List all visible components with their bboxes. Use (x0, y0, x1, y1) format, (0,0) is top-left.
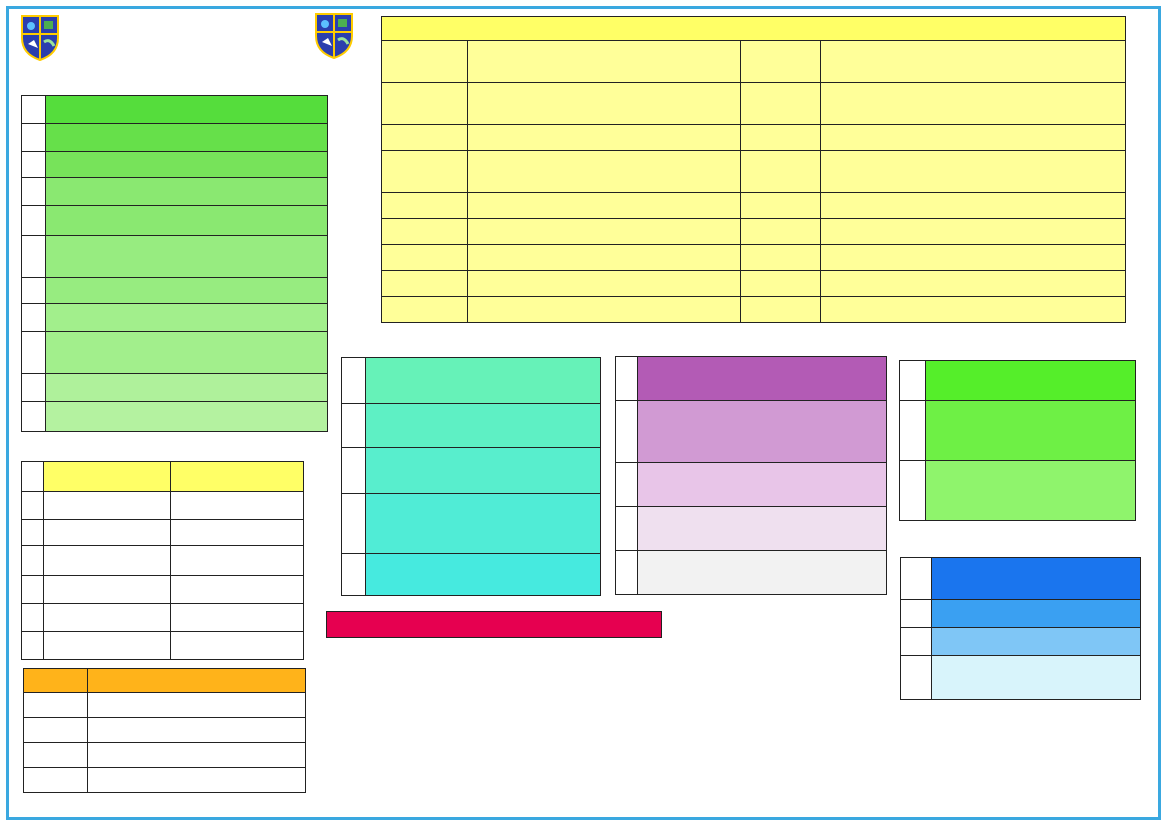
land-use-term (24, 693, 88, 718)
row-number (22, 152, 46, 178)
vocabulary-row (382, 245, 1126, 271)
vocabulary-term (382, 125, 468, 151)
vocabulary-definition (821, 219, 1126, 245)
hunstanton-fact-row (22, 304, 328, 332)
human-physical-row (22, 546, 304, 576)
row-number (22, 332, 46, 374)
vocabulary-term (382, 219, 468, 245)
hunstanton-fact-row (22, 96, 328, 124)
vocabulary-term (741, 151, 821, 193)
vocabulary-row (382, 271, 1126, 297)
property-row (342, 554, 601, 596)
vocabulary-term (741, 245, 821, 271)
row-text (638, 551, 887, 595)
row-number (22, 304, 46, 332)
row-text (932, 656, 1141, 700)
hunstanton-fact-row (22, 402, 328, 432)
vocabulary-term (741, 41, 821, 83)
hunstanton-facts-table (21, 95, 328, 432)
row-text (366, 494, 601, 554)
row-number (616, 507, 638, 551)
land-use-term (24, 743, 88, 768)
vocabulary-table (381, 16, 1126, 323)
row-number (22, 520, 44, 546)
row-number (22, 402, 46, 432)
row-number (22, 546, 44, 576)
hunstanton-fact-row (22, 236, 328, 278)
row-number (616, 463, 638, 507)
row-number (901, 628, 932, 656)
row-number (22, 374, 46, 402)
human-physical-row (22, 520, 304, 546)
irreversible-row (901, 628, 1141, 656)
hunstanton-fact-row (22, 178, 328, 206)
vocabulary-definition (821, 125, 1126, 151)
row-text (926, 401, 1136, 461)
row-number (22, 96, 46, 124)
hunstanton-fact-row (22, 278, 328, 304)
human-feature (44, 492, 171, 520)
land-use-row (24, 768, 306, 793)
vocabulary-row (382, 125, 1126, 151)
row-number (22, 236, 46, 278)
irreversible-row (901, 558, 1141, 600)
vocabulary-header (382, 17, 1126, 41)
property-row (342, 494, 601, 554)
human-feature (44, 576, 171, 604)
dissolving-row (616, 551, 887, 595)
dissolving-row (616, 507, 887, 551)
dissolving-row (616, 401, 887, 463)
row-number (22, 278, 46, 304)
human-physical-table (21, 461, 304, 660)
vocabulary-term (741, 271, 821, 297)
row-number (900, 461, 926, 521)
vocabulary-row (382, 297, 1126, 323)
physical-feature (171, 520, 304, 546)
physical-feature (171, 546, 304, 576)
reversible-table (899, 360, 1136, 521)
irreversible-row (901, 656, 1141, 700)
row-number (22, 124, 46, 152)
row-text (46, 124, 328, 152)
vocabulary-definition (821, 83, 1126, 125)
row-number (342, 404, 366, 448)
row-number (22, 604, 44, 632)
row-text (46, 278, 328, 304)
human-feature (44, 632, 171, 660)
row-number (901, 600, 932, 628)
vocabulary-definition (468, 125, 741, 151)
row-text (366, 448, 601, 494)
land-use-definition (88, 693, 306, 718)
vocabulary-term (382, 271, 468, 297)
land-use-definition (88, 768, 306, 793)
school-crest-icon (314, 12, 354, 60)
dissolving-row (616, 463, 887, 507)
vocabulary-term (741, 193, 821, 219)
vocabulary-definition (468, 83, 741, 125)
land-use-term (24, 718, 88, 743)
row-number (342, 554, 366, 596)
row-number (22, 632, 44, 660)
row-number (900, 361, 926, 401)
vocabulary-row (382, 193, 1126, 219)
vocabulary-row (382, 219, 1126, 245)
row-text (638, 463, 887, 507)
vocabulary-definition (468, 297, 741, 323)
vocabulary-row (382, 83, 1126, 125)
table-corner-cell (22, 462, 44, 492)
row-number (22, 206, 46, 236)
row-number (901, 558, 932, 600)
land-use-row (24, 743, 306, 768)
vocabulary-row (382, 41, 1126, 83)
human-feature (44, 520, 171, 546)
property-row (342, 448, 601, 494)
irreversible-table (900, 557, 1141, 700)
dissolving-table (615, 356, 887, 595)
vocabulary-definition (821, 297, 1126, 323)
property-row (342, 358, 601, 404)
vocabulary-row (382, 151, 1126, 193)
row-text (46, 374, 328, 402)
physical-feature (171, 632, 304, 660)
vocabulary-term (382, 297, 468, 323)
row-text (638, 401, 887, 463)
vocabulary-definition (821, 41, 1126, 83)
vocabulary-definition (468, 151, 741, 193)
row-text (932, 558, 1141, 600)
row-number (22, 178, 46, 206)
human-feature (44, 546, 171, 576)
vocabulary-definition (468, 271, 741, 297)
row-number (342, 358, 366, 404)
vocabulary-term (382, 41, 468, 83)
fun-facts-header (327, 612, 662, 638)
vocabulary-term (382, 83, 468, 125)
row-text (366, 404, 601, 448)
row-text (932, 628, 1141, 656)
row-text (926, 461, 1136, 521)
human-physical-row (22, 632, 304, 660)
row-text (638, 357, 887, 401)
hunstanton-fact-row (22, 374, 328, 402)
land-use-definition (88, 743, 306, 768)
reversible-row (900, 361, 1136, 401)
vocabulary-definition (468, 245, 741, 271)
human-feature (44, 604, 171, 632)
human-physical-row (22, 604, 304, 632)
land-use-term (24, 768, 88, 793)
land-use-header (24, 669, 88, 693)
row-number (342, 448, 366, 494)
row-number (616, 357, 638, 401)
hunstanton-fact-row (22, 332, 328, 374)
row-number (22, 492, 44, 520)
vocabulary-definition (821, 193, 1126, 219)
column-header-human (44, 462, 171, 492)
vocabulary-term (741, 125, 821, 151)
vocabulary-term (741, 83, 821, 125)
vocabulary-definition (468, 193, 741, 219)
school-crest-icon (20, 14, 60, 62)
land-use-header-blank (88, 669, 306, 693)
hunstanton-fact-row (22, 152, 328, 178)
dissolving-row (616, 357, 887, 401)
row-text (46, 304, 328, 332)
row-number (616, 551, 638, 595)
vocabulary-definition (468, 41, 741, 83)
row-number (342, 494, 366, 554)
physical-feature (171, 604, 304, 632)
property-row (342, 404, 601, 448)
human-physical-row (22, 492, 304, 520)
row-text (932, 600, 1141, 628)
land-use-table (23, 668, 306, 793)
land-use-row (24, 718, 306, 743)
vocabulary-term (382, 245, 468, 271)
vocabulary-definition (821, 271, 1126, 297)
vocabulary-term (741, 219, 821, 245)
row-text (46, 402, 328, 432)
row-text (46, 178, 328, 206)
row-text (46, 236, 328, 278)
irreversible-row (901, 600, 1141, 628)
column-header-physical (171, 462, 304, 492)
hunstanton-fact-row (22, 124, 328, 152)
row-text (46, 332, 328, 374)
row-text (366, 554, 601, 596)
vocabulary-term (382, 151, 468, 193)
human-physical-row (22, 576, 304, 604)
row-text (46, 206, 328, 236)
hunstanton-fact-row (22, 206, 328, 236)
row-number (900, 401, 926, 461)
row-text (638, 507, 887, 551)
vocabulary-definition (468, 219, 741, 245)
row-number (22, 576, 44, 604)
row-text (46, 96, 328, 124)
row-text (366, 358, 601, 404)
row-number (901, 656, 932, 700)
vocabulary-definition (821, 151, 1126, 193)
row-text (46, 152, 328, 178)
physical-feature (171, 492, 304, 520)
row-text (926, 361, 1136, 401)
properties-table (341, 357, 601, 596)
vocabulary-definition (821, 245, 1126, 271)
vocabulary-term (382, 193, 468, 219)
vocabulary-term (741, 297, 821, 323)
physical-feature (171, 576, 304, 604)
reversible-row (900, 461, 1136, 521)
fun-facts-table (326, 611, 662, 638)
land-use-definition (88, 718, 306, 743)
land-use-row (24, 693, 306, 718)
row-number (616, 401, 638, 463)
reversible-row (900, 401, 1136, 461)
